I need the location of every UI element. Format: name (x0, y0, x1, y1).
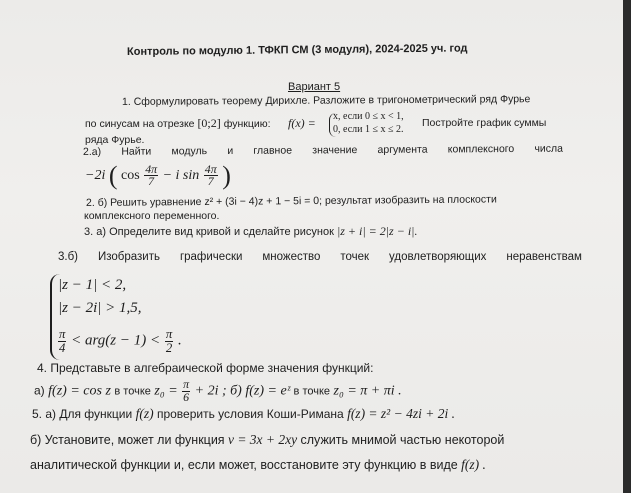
task2a-coef: −2i (85, 168, 106, 184)
task3b-ineq3 (57, 328, 182, 355)
task2a-word: главное (253, 144, 293, 157)
task4-a-frac-num: π (183, 377, 190, 391)
task5-line2 (30, 432, 504, 448)
task4-a-at: в точке (114, 385, 151, 398)
task5-line1 (32, 406, 455, 422)
task3b-word: удовлетворяющих (388, 251, 487, 263)
task1-segment: [0;2] (197, 116, 221, 130)
task3b-frac-left-num: π (59, 327, 66, 341)
task5-line2-b: служить мнимой частью некоторой (300, 433, 505, 447)
task4-a-z0: z₀ = (154, 383, 178, 399)
task2a-word: модуль (171, 145, 208, 158)
task1-line2 (85, 117, 271, 131)
task2a-frac1-num: 4π (145, 161, 158, 176)
task2a-word: комплексного (447, 142, 515, 156)
task4-b-func: f(z) = eᶻ (245, 383, 291, 399)
task2a-label: 2.а) (82, 145, 102, 158)
task3b-period: . (178, 332, 182, 349)
task5-line3-f: f(z) . (461, 457, 486, 472)
task2a-cos: cos (121, 168, 140, 184)
task3a-equation: |z + i| = 2|z − i|. (336, 224, 418, 238)
task5-line1-a: 5. а) Для функции (32, 407, 133, 421)
task1-case2: 0, если 1 ≤ x ≤ 2. (333, 124, 404, 135)
task2a-line (83, 143, 563, 158)
task4-a-frac (182, 379, 190, 404)
task2a-frac1-den: 7 (148, 174, 155, 189)
task3b-arg: < arg(z − 1) < (71, 332, 161, 349)
task3b-word: неравенствам (506, 251, 582, 263)
task5-line2-v: v = 3x + 2xy (227, 432, 298, 447)
task3b-word: точек (340, 251, 370, 263)
task3b-ineq2: |z − 2i| > 1,5, (58, 300, 142, 316)
task2a-word: числа (534, 142, 564, 155)
variant-heading: Вариант 5 (288, 81, 341, 93)
task5-line1-f: f(z) (135, 406, 154, 421)
task2a-frac2-num: 4π (204, 161, 217, 176)
task4-a-frac-den: 6 (183, 389, 190, 404)
task2a-word: аргумента (377, 143, 428, 156)
task2a-word: значение (312, 144, 358, 157)
task4-b-at: в точке (293, 385, 331, 398)
task5-line3-a: аналитической функции и, если может, восстановите эту функцию в виде (30, 458, 458, 472)
task4-a-func: f(z) = cos z (48, 383, 111, 399)
task4-line2 (34, 379, 402, 404)
task3a-text: 3. а) Определите вид кривой и сделайте рисунок (84, 226, 334, 238)
task5-line3 (30, 457, 486, 473)
task2b-line2: комплексного переменного. (84, 210, 220, 222)
task5-line1-eq: f(z) = z² − 4zi + 2i . (347, 406, 455, 421)
task2a-frac2-den: 7 (207, 174, 214, 189)
task3b-frac-right-den: 2 (165, 340, 173, 355)
task1-tail: Постройте график суммы (422, 117, 547, 129)
task2a-word: Найти (121, 145, 152, 158)
task5-line1-b: проверить условия Коши-Римана (156, 407, 344, 421)
task3b-label: 3.б) (58, 251, 79, 263)
task4-a-tail: + 2i ; б) (194, 383, 242, 399)
task1-func-name: f(x) = (288, 116, 316, 130)
task3b-frac-left-den: 4 (59, 340, 66, 355)
document-title: Контроль по модулю 1. ТФКП СМ (3 модуля), 2024-2025 уч. год (126, 42, 468, 58)
task3b-frac-right-num: π (165, 327, 173, 341)
task3b-word: графически (179, 251, 243, 263)
task3b-ineq1: |z − 1| < 2, (58, 277, 127, 293)
task2a-frac2 (204, 161, 218, 189)
task5-line2-a: б) Установите, может ли функция (30, 433, 225, 447)
task3b-frac-right (165, 328, 173, 355)
task1-case1: x, если 0 ≤ x < 1, (333, 111, 404, 122)
task2a-word: и (227, 144, 234, 157)
task4-a-label: а) (34, 383, 45, 398)
task3b-word: множество (262, 251, 321, 263)
task1-line3: ряда Фурье. (85, 134, 145, 146)
task2a-expression (85, 161, 231, 191)
task2a-frac1 (144, 161, 158, 189)
background-edge (623, 0, 631, 493)
task1-function-word: функцию: (223, 118, 271, 130)
task3b-word: Изобразить (97, 251, 160, 263)
task4-line1: 4. Представьте в алгебраической форме значения функций: (37, 361, 374, 375)
task3a-line (84, 225, 417, 239)
task2a-paren-close: ) (222, 161, 231, 190)
task2a-paren-open: ( (108, 161, 118, 190)
task2a-isin: − i sin (162, 168, 200, 184)
task1-segment-text: по синусам на отрезке (85, 118, 195, 130)
task3b-frac-left (58, 328, 66, 355)
task1-line1: 1. Сформулировать теорему Дирихле. Разложите в тригонометрический ряд Фурье (121, 93, 531, 108)
task4-b-z0: z₀ = π + πi . (333, 383, 402, 399)
task3b-line (58, 251, 582, 264)
task2b-line1: 2. б) Решить уравнение z² + (3i − 4)z + 1 − 5i = 0; результат изобразить на плоскости (85, 193, 497, 209)
